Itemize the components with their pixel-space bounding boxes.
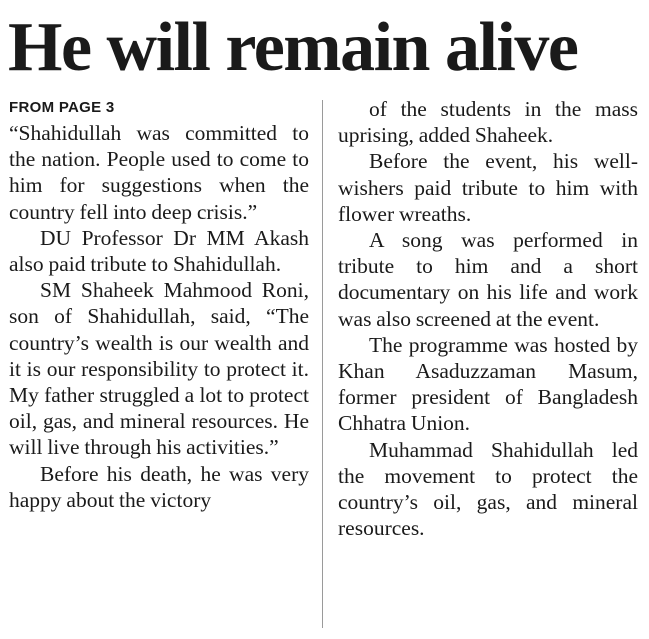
paragraph-movement: Muhammad Shahidullah led the movement to protect the country’s oil, gas, and mineral resources.	[338, 437, 638, 541]
paragraph-host: The programme was hosted by Khan Asaduzzaman Masum, former president of Bangladesh Chhatra Union.	[338, 332, 638, 436]
paragraph-before-death: Before his death, he was very happy about the victory	[9, 461, 309, 512]
article-column-right	[338, 96, 638, 541]
paragraph-akash: DU Professor Dr MM Akash also paid tribute to Shahidullah.	[9, 225, 309, 277]
paragraph-roni: SM Shaheek Mahmood Roni, son of Shahidullah, said, “The country’s wealth is our wealth and it is our responsibility to protect it. My father struggled a lot to protect oil, gas, and mineral resources. He will live through his activities.”	[9, 278, 309, 460]
column-divider	[322, 100, 323, 628]
paragraph-tribute: Before the event, his well-wishers paid tribute to him with flower wreaths.	[338, 149, 638, 226]
paragraph-continued: of the students in the mass uprising, added Shaheek.	[338, 97, 638, 148]
headline: He will remain alive	[8, 9, 578, 86]
paragraph-quote: “Shahidullah was committed to the nation. People used to come to him for suggestions when the country fell into deep crisis.”	[9, 121, 309, 224]
kicker-from-page: FROM PAGE 3	[9, 99, 115, 116]
article-column-left	[9, 96, 309, 513]
paragraph-song: A song was performed in tribute to him and a short documentary on his life and work was also screened at the event.	[338, 228, 638, 331]
